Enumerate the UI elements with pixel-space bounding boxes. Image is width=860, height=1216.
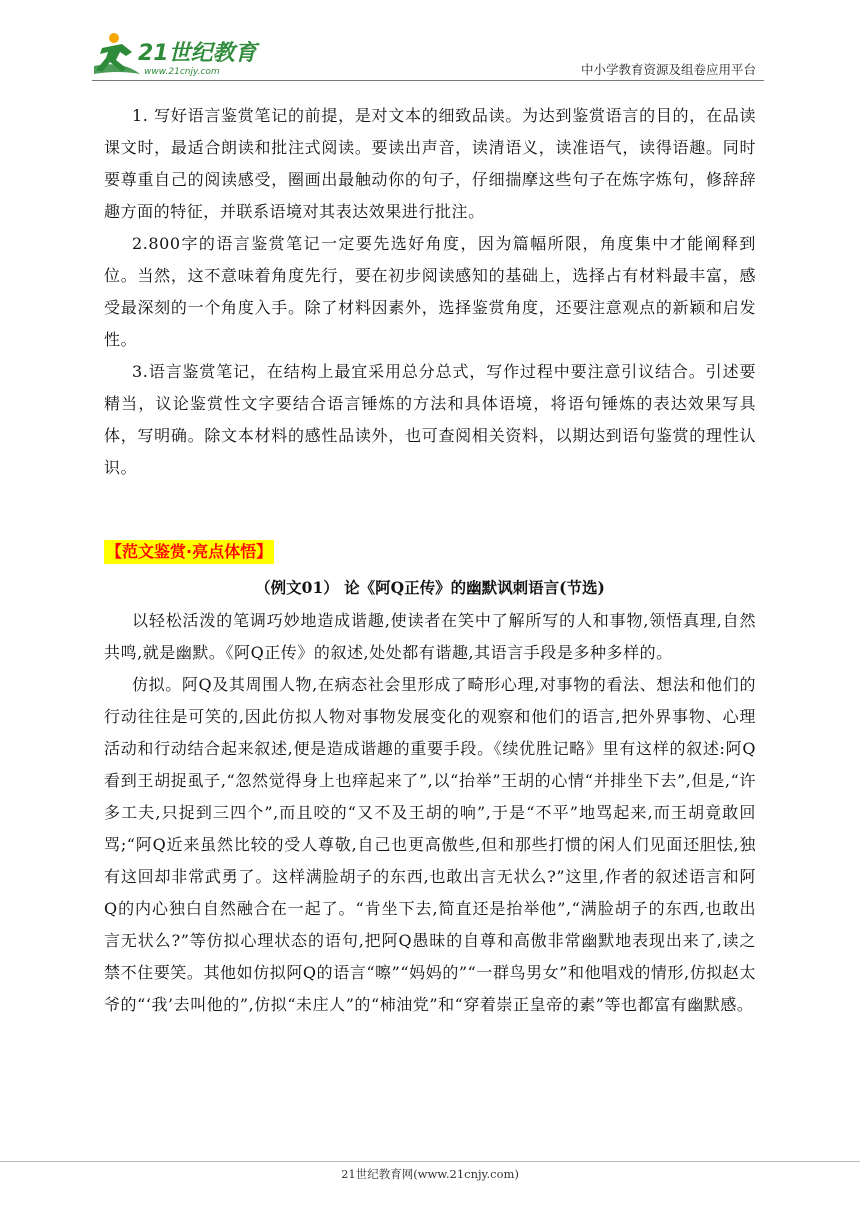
example-paragraph: 以轻松活泼的笔调巧妙地造成谐趣,使读者在笑中了解所写的人和事物,领悟真理,自然共鸣,就是幽默。《阿Q正传》的叙述,处处都有谐趣,其语言手段是多种多样的。 <box>104 611 756 662</box>
runner-logo-icon <box>92 30 262 82</box>
note-paragraph: 2.800字的语言鉴赏笔记一定要先选好角度，因为篇幅所限，角度集中才能阐释到位。当然，这不意味着角度先行，要在初步阅读感知的基础上，选择占有材料最丰富，感受最深刻的一个角度入手。除了材料因素外，选择鉴赏角度，还要注意观点的新颖和启发性。 <box>104 234 756 349</box>
example-title: （例文01） 论《阿Q正传》的幽默讽刺语言(节选) <box>255 578 605 597</box>
site-logo[interactable] <box>92 30 262 82</box>
logo-text: 21世纪教育 <box>138 41 257 66</box>
header-divider <box>92 80 764 81</box>
section-heading <box>104 540 274 564</box>
page-header <box>0 0 860 82</box>
note-paragraph: 3.语言鉴赏笔记，在结构上最宜采用总分总式，写作过程中要注意引议结合。引述要精当，议论鉴赏性文字要结合语言锤炼的方法和具体语境，将语句锤炼的表达效果写具体，写明确。除文本材料的感性品读外，也可查阅相关资料，以期达到语句鉴赏的理性认识。 <box>104 362 756 477</box>
footer-divider <box>0 1161 860 1162</box>
note-paragraph: 1. 写好语言鉴赏笔记的前提，是对文本的细致品读。为达到鉴赏语言的目的，在品读课文时，最适合朗读和批注式阅读。要读出声音，读清语义，读准语气，读得语趣。同时要尊重自己的阅读感受，圈画出最触动你的句子，仔细揣摩这些句子在炼字炼句，修辞辞趣方面的特征，并联系语境对其表达效果进行批注。 <box>104 106 756 221</box>
page-footer: 21世纪教育网(www.21cnjy.com) <box>341 1167 519 1181</box>
example-paragraph: 仿拟。阿Q及其周围人物,在病态社会里形成了畸形心理,对事物的看法、想法和他们的行动往往是可笑的,因此仿拟人物对事物发展变化的观察和他们的语言,把外界事物、心理活动和行动结合起来叙述,便是造成谐趣的重要手段。《续优胜记略》里有这样的叙述:阿Q看到王胡捉虱子,“忽然觉得身上也痒起来了”,以“抬举”王胡的心情“并排坐下去”,但是,“许多工夫,只捉到三四个”,而且咬的“又不及王胡的响”,于是“不平”地骂起来,而王胡竟敢回骂;“阿Q近来虽然比较的受人尊敬,自己也更高傲些,但和那些打惯的闲人们见面还胆怯,独有这回却非常武勇了。这样满脸胡子的东西,也敢出言无状么?”这里,作者的叙述语言和阿Q的内心独白自然融合在一起了。“肯坐下去,简直还是抬举他”,“满脸胡子的东西,也敢出言无状么?”等仿拟心理状态的语句,把阿Q愚昧的自尊和高傲非常幽默地表现出来了,读之禁不住要笑。其他如仿拟阿Q的语言“嚓”“妈妈的”“一群鸟男女”和他唱戏的情形,仿拟赵太爷的“‘我’去叫他的”,仿拟“未庄人”的“柿油党”和“穿着崇正皇帝的素”等也都富有幽默感。 <box>104 675 756 1014</box>
writing-notes <box>104 100 756 484</box>
section-badge: 【范文鉴赏·亮点体悟】 <box>104 540 274 564</box>
logo-url: www.21cnjy.com <box>144 67 220 77</box>
example-body <box>104 605 756 1021</box>
platform-title: 中小学教育资源及组卷应用平台 <box>580 62 756 77</box>
